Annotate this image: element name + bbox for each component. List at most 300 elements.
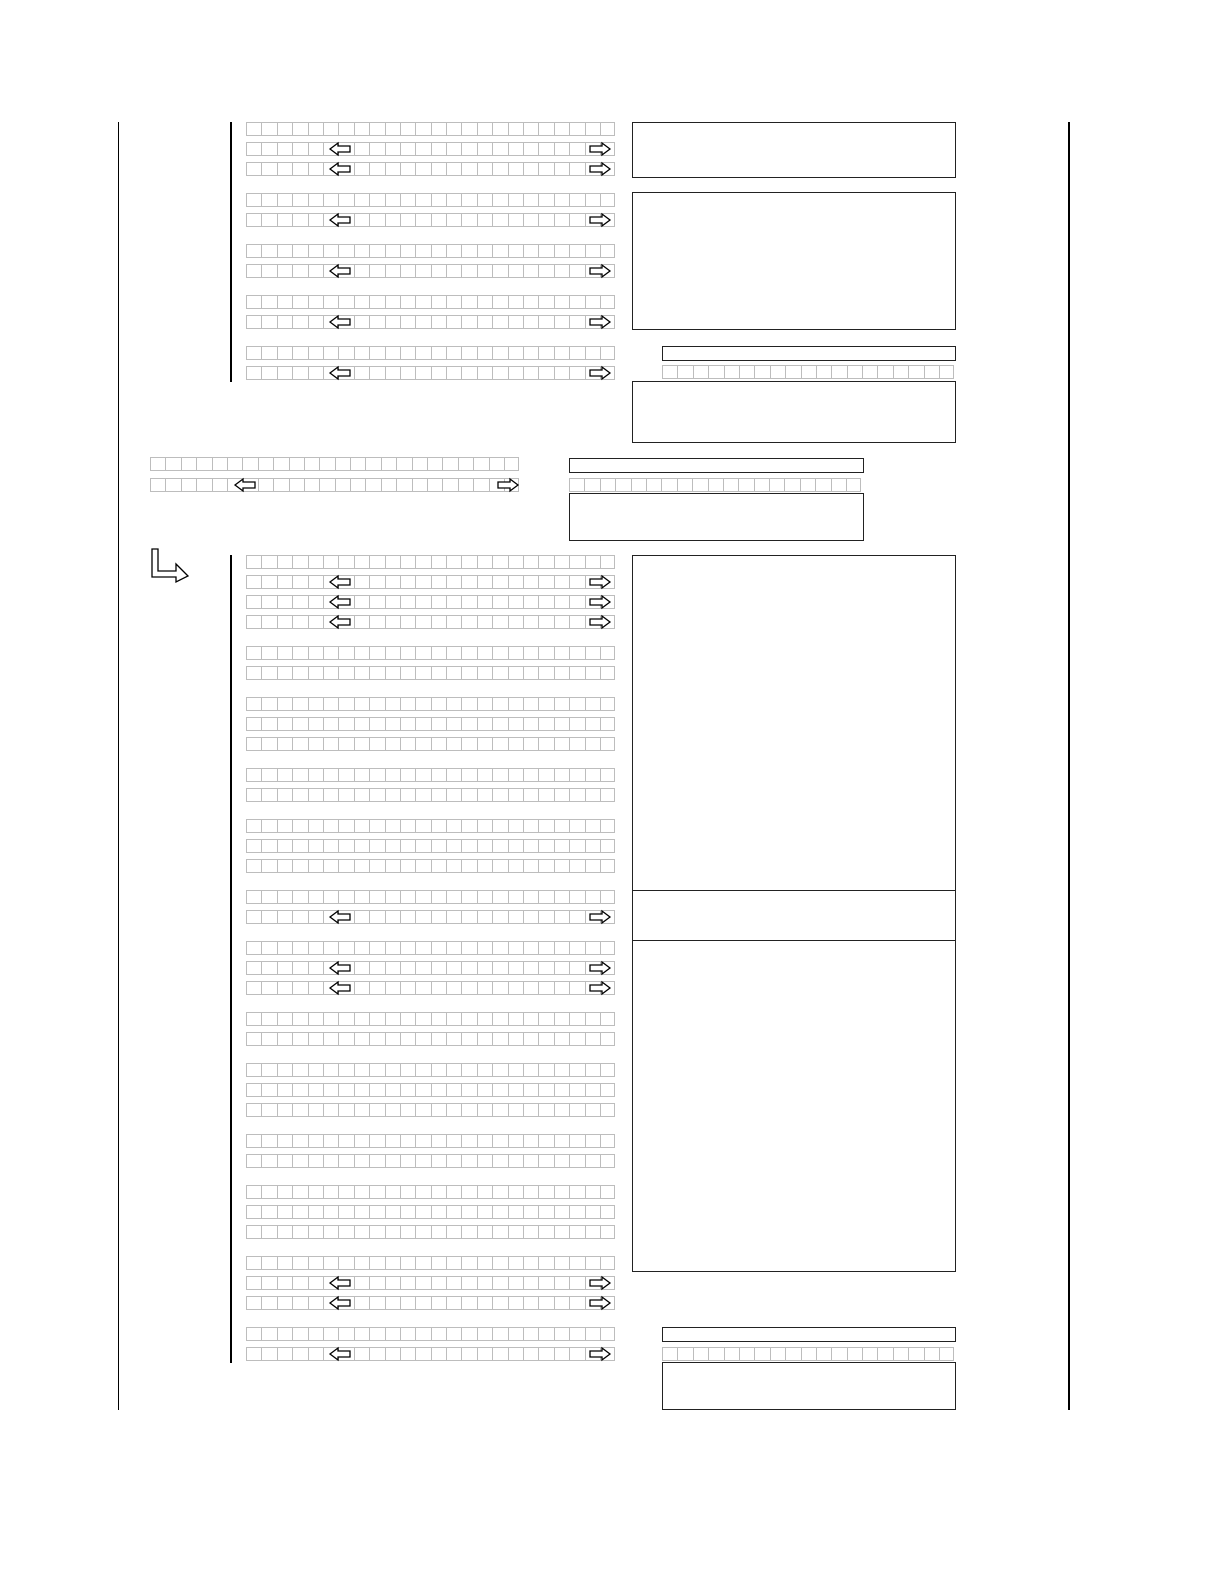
grid-cell[interactable]	[385, 366, 400, 380]
grid-cell[interactable]	[412, 457, 427, 471]
grid-cell[interactable]	[461, 1083, 476, 1097]
grid-cell[interactable]	[754, 1347, 769, 1361]
grid-cell[interactable]	[292, 315, 307, 329]
grid-cell[interactable]	[369, 1032, 384, 1046]
grid-cell[interactable]	[354, 346, 369, 360]
grid-cell[interactable]	[354, 1134, 369, 1148]
grid-cell[interactable]	[585, 1032, 600, 1046]
grid-cell[interactable]	[477, 1276, 492, 1290]
grid-cell[interactable]	[369, 1347, 384, 1361]
grid-cell[interactable]	[369, 819, 384, 833]
grid-cell[interactable]	[277, 1063, 292, 1077]
grid-cell[interactable]	[446, 1185, 461, 1199]
grid-cell[interactable]	[523, 890, 538, 904]
grid-cell[interactable]	[538, 142, 553, 156]
grid-cell[interactable]	[754, 478, 769, 492]
grid-cell[interactable]	[523, 555, 538, 569]
grid-cell[interactable]	[569, 1205, 584, 1219]
entry-row[interactable]	[246, 788, 615, 802]
grid-cell[interactable]	[354, 295, 369, 309]
grid-cell[interactable]	[431, 595, 446, 609]
grid-cell[interactable]	[446, 366, 461, 380]
grid-cell[interactable]	[261, 910, 276, 924]
grid-cell[interactable]	[323, 1327, 338, 1341]
entry-row[interactable]	[246, 859, 615, 873]
grid-cell[interactable]	[538, 555, 553, 569]
grid-cell[interactable]	[415, 961, 430, 975]
grid-cell[interactable]	[246, 697, 261, 711]
grid-cell[interactable]	[308, 244, 323, 258]
grid-cell[interactable]	[308, 315, 323, 329]
grid-cell[interactable]	[258, 478, 273, 492]
grid-cell[interactable]	[523, 1012, 538, 1026]
grid-cell[interactable]	[354, 1225, 369, 1239]
grid-cell[interactable]	[677, 365, 692, 379]
grid-cell[interactable]	[385, 264, 400, 278]
grid-cell[interactable]	[492, 768, 507, 782]
grid-cell[interactable]	[461, 646, 476, 660]
grid-cell[interactable]	[354, 768, 369, 782]
grid-cell[interactable]	[538, 859, 553, 873]
grid-cell[interactable]	[492, 555, 507, 569]
grid-cell[interactable]	[724, 365, 739, 379]
grid-cell[interactable]	[585, 555, 600, 569]
grid-cell[interactable]	[277, 1296, 292, 1310]
grid-cell[interactable]	[554, 981, 569, 995]
grid-cell[interactable]	[354, 213, 369, 227]
grid-cell[interactable]	[446, 717, 461, 731]
grid-cell[interactable]	[477, 1012, 492, 1026]
grid-cell[interactable]	[354, 788, 369, 802]
grid-cell[interactable]	[415, 1256, 430, 1270]
grid-cell[interactable]	[492, 839, 507, 853]
entry-row[interactable]	[246, 890, 615, 904]
grid-cell[interactable]	[338, 819, 353, 833]
grid-cell[interactable]	[246, 1063, 261, 1077]
grid-cell[interactable]	[785, 365, 800, 379]
grid-cell[interactable]	[538, 768, 553, 782]
grid-cell[interactable]	[400, 788, 415, 802]
grid-cell[interactable]	[246, 615, 261, 629]
grid-cell[interactable]	[415, 1276, 430, 1290]
grid-cell[interactable]	[277, 697, 292, 711]
grid-cell[interactable]	[508, 961, 523, 975]
grid-cell[interactable]	[261, 575, 276, 589]
grid-cell[interactable]	[538, 1012, 553, 1026]
entry-row[interactable]	[246, 697, 615, 711]
grid-cell[interactable]	[523, 1103, 538, 1117]
grid-cell[interactable]	[554, 555, 569, 569]
grid-cell[interactable]	[308, 595, 323, 609]
grid-cell[interactable]	[415, 1103, 430, 1117]
grid-cell[interactable]	[492, 910, 507, 924]
grid-cell[interactable]	[939, 1347, 954, 1361]
grid-cell[interactable]	[754, 365, 769, 379]
grid-cell[interactable]	[523, 295, 538, 309]
grid-cell[interactable]	[369, 1296, 384, 1310]
grid-cell[interactable]	[292, 646, 307, 660]
grid-cell[interactable]	[523, 244, 538, 258]
grid-cell[interactable]	[415, 697, 430, 711]
grid-cell[interactable]	[554, 819, 569, 833]
grid-cell[interactable]	[308, 1012, 323, 1026]
grid-cell[interactable]	[246, 595, 261, 609]
grid-cell[interactable]	[369, 961, 384, 975]
grid-cell[interactable]	[261, 737, 276, 751]
grid-cell[interactable]	[504, 457, 519, 471]
grid-cell[interactable]	[554, 1327, 569, 1341]
grid-cell[interactable]	[600, 1205, 615, 1219]
grid-cell[interactable]	[400, 1063, 415, 1077]
grid-cell[interactable]	[246, 1276, 261, 1290]
grid-cell[interactable]	[292, 1032, 307, 1046]
grid-cell[interactable]	[354, 839, 369, 853]
grid-cell[interactable]	[523, 737, 538, 751]
grid-cell[interactable]	[461, 1205, 476, 1219]
grid-cell[interactable]	[246, 890, 261, 904]
grid-cell[interactable]	[508, 981, 523, 995]
grid-cell[interactable]	[261, 697, 276, 711]
grid-cell[interactable]	[477, 1296, 492, 1310]
grid-cell[interactable]	[277, 890, 292, 904]
grid-cell[interactable]	[538, 1032, 553, 1046]
grid-cell[interactable]	[523, 162, 538, 176]
grid-cell[interactable]	[277, 910, 292, 924]
grid-cell[interactable]	[431, 555, 446, 569]
grid-cell[interactable]	[261, 890, 276, 904]
grid-cell[interactable]	[554, 1103, 569, 1117]
grid-cell[interactable]	[308, 1103, 323, 1117]
grid-cell[interactable]	[261, 1103, 276, 1117]
entry-row[interactable]	[246, 646, 615, 660]
grid-cell[interactable]	[554, 737, 569, 751]
grid-cell[interactable]	[508, 768, 523, 782]
grid-cell[interactable]	[400, 941, 415, 955]
grid-cell[interactable]	[585, 1134, 600, 1148]
grid-cell[interactable]	[461, 910, 476, 924]
comment-box-6[interactable]	[662, 1362, 956, 1410]
grid-cell[interactable]	[585, 1256, 600, 1270]
grid-cell[interactable]	[369, 768, 384, 782]
grid-cell[interactable]	[261, 981, 276, 995]
grid-cell[interactable]	[369, 1205, 384, 1219]
grid-cell[interactable]	[385, 142, 400, 156]
grid-cell[interactable]	[458, 457, 473, 471]
grid-cell[interactable]	[308, 666, 323, 680]
grid-cell[interactable]	[415, 615, 430, 629]
grid-cell[interactable]	[415, 244, 430, 258]
grid-cell[interactable]	[458, 478, 473, 492]
grid-cell[interactable]	[477, 1347, 492, 1361]
grid-cell[interactable]	[569, 1185, 584, 1199]
grid-cell[interactable]	[908, 365, 923, 379]
grid-cell[interactable]	[277, 839, 292, 853]
grid-cell[interactable]	[538, 1225, 553, 1239]
grid-cell[interactable]	[585, 768, 600, 782]
grid-cell[interactable]	[354, 697, 369, 711]
grid-cell[interactable]	[492, 981, 507, 995]
grid-cell[interactable]	[893, 1347, 908, 1361]
grid-cell[interactable]	[600, 859, 615, 873]
grid-cell[interactable]	[538, 295, 553, 309]
grid-cell[interactable]	[261, 595, 276, 609]
grid-cell[interactable]	[492, 1012, 507, 1026]
grid-cell[interactable]	[415, 910, 430, 924]
grid-cell[interactable]	[477, 1154, 492, 1168]
grid-cell[interactable]	[385, 1327, 400, 1341]
grid-cell[interactable]	[369, 575, 384, 589]
grid-cell[interactable]	[600, 941, 615, 955]
grid-cell[interactable]	[277, 1083, 292, 1097]
grid-cell[interactable]	[538, 961, 553, 975]
grid-cell[interactable]	[338, 1327, 353, 1341]
grid-cell[interactable]	[277, 142, 292, 156]
grid-cell[interactable]	[246, 366, 261, 380]
grid-cell[interactable]	[554, 1134, 569, 1148]
grid-cell[interactable]	[461, 244, 476, 258]
grid-cell[interactable]	[431, 122, 446, 136]
grid-cell[interactable]	[354, 1154, 369, 1168]
grid-cell[interactable]	[261, 1205, 276, 1219]
grid-cell[interactable]	[477, 666, 492, 680]
grid-cell[interactable]	[431, 1134, 446, 1148]
grid-cell[interactable]	[446, 666, 461, 680]
grid-cell[interactable]	[569, 575, 584, 589]
grid-cell[interactable]	[400, 890, 415, 904]
grid-cell[interactable]	[369, 717, 384, 731]
grid-cell[interactable]	[477, 1032, 492, 1046]
grid-cell[interactable]	[431, 666, 446, 680]
grid-cell[interactable]	[196, 478, 211, 492]
grid-cell[interactable]	[523, 1063, 538, 1077]
entry-row[interactable]	[246, 1185, 615, 1199]
grid-cell[interactable]	[461, 122, 476, 136]
grid-cell[interactable]	[446, 1032, 461, 1046]
grid-cell[interactable]	[446, 122, 461, 136]
grid-cell[interactable]	[261, 788, 276, 802]
grid-cell[interactable]	[461, 366, 476, 380]
grid-cell[interactable]	[538, 1347, 553, 1361]
grid-cell[interactable]	[427, 478, 442, 492]
grid-cell[interactable]	[415, 1134, 430, 1148]
grid-cell[interactable]	[277, 315, 292, 329]
grid-cell[interactable]	[292, 1063, 307, 1077]
grid-cell[interactable]	[415, 142, 430, 156]
grid-cell[interactable]	[508, 1154, 523, 1168]
grid-cell[interactable]	[292, 1276, 307, 1290]
grid-cell[interactable]	[489, 457, 504, 471]
grid-cell[interactable]	[477, 295, 492, 309]
grid-cell[interactable]	[723, 478, 738, 492]
grid-cell[interactable]	[338, 346, 353, 360]
grid-cell[interactable]	[523, 859, 538, 873]
grid-cell[interactable]	[354, 162, 369, 176]
entry-row[interactable]	[246, 264, 615, 278]
grid-cell[interactable]	[246, 555, 261, 569]
grid-cell[interactable]	[369, 1256, 384, 1270]
grid-cell[interactable]	[600, 555, 615, 569]
grid-cell[interactable]	[415, 1327, 430, 1341]
grid-cell[interactable]	[662, 365, 677, 379]
grid-cell[interactable]	[261, 213, 276, 227]
grid-cell[interactable]	[461, 890, 476, 904]
grid-cell[interactable]	[261, 1185, 276, 1199]
grid-cell[interactable]	[477, 193, 492, 207]
grid-cell[interactable]	[569, 1327, 584, 1341]
grid-cell[interactable]	[246, 981, 261, 995]
grid-cell[interactable]	[350, 478, 365, 492]
grid-cell[interactable]	[246, 717, 261, 731]
grid-cell[interactable]	[431, 961, 446, 975]
grid-cell[interactable]	[308, 142, 323, 156]
grid-cell[interactable]	[585, 941, 600, 955]
grid-cell[interactable]	[246, 961, 261, 975]
grid-cell[interactable]	[292, 366, 307, 380]
grid-cell[interactable]	[477, 595, 492, 609]
grid-cell[interactable]	[538, 575, 553, 589]
grid-cell[interactable]	[308, 295, 323, 309]
entry-row[interactable]	[246, 315, 615, 329]
grid-cell[interactable]	[600, 717, 615, 731]
grid-cell[interactable]	[323, 1032, 338, 1046]
grid-cell[interactable]	[569, 839, 584, 853]
grid-cell[interactable]	[446, 162, 461, 176]
grid-cell[interactable]	[338, 1225, 353, 1239]
grid-cell[interactable]	[165, 457, 180, 471]
grid-cell[interactable]	[477, 788, 492, 802]
grid-cell[interactable]	[354, 910, 369, 924]
grid-cell[interactable]	[492, 1256, 507, 1270]
grid-cell[interactable]	[385, 1063, 400, 1077]
grid-cell[interactable]	[277, 1032, 292, 1046]
grid-cell[interactable]	[477, 981, 492, 995]
grid-cell[interactable]	[385, 717, 400, 731]
grid-cell[interactable]	[508, 697, 523, 711]
grid-cell[interactable]	[385, 788, 400, 802]
grid-cell[interactable]	[277, 1327, 292, 1341]
grid-cell[interactable]	[369, 315, 384, 329]
grid-cell[interactable]	[446, 1225, 461, 1239]
grid-cell[interactable]	[396, 457, 411, 471]
grid-cell[interactable]	[261, 1296, 276, 1310]
grid-cell[interactable]	[585, 859, 600, 873]
grid-cell[interactable]	[400, 1347, 415, 1361]
grid-cell[interactable]	[385, 737, 400, 751]
grid-cell[interactable]	[554, 244, 569, 258]
grid-cell[interactable]	[446, 346, 461, 360]
grid-cell[interactable]	[569, 295, 584, 309]
grid-cell[interactable]	[292, 1327, 307, 1341]
grid-cell[interactable]	[600, 1154, 615, 1168]
grid-cell[interactable]	[538, 1296, 553, 1310]
grid-cell[interactable]	[196, 457, 211, 471]
grid-cell[interactable]	[585, 1012, 600, 1026]
grid-cell[interactable]	[554, 1012, 569, 1026]
grid-cell[interactable]	[554, 346, 569, 360]
grid-cell[interactable]	[461, 981, 476, 995]
entry-row[interactable]	[246, 366, 615, 380]
grid-cell[interactable]	[554, 859, 569, 873]
grid-cell[interactable]	[273, 478, 288, 492]
grid-cell[interactable]	[400, 555, 415, 569]
grid-cell[interactable]	[523, 961, 538, 975]
grid-cell[interactable]	[385, 1225, 400, 1239]
grid-cell[interactable]	[724, 1347, 739, 1361]
grid-cell[interactable]	[292, 244, 307, 258]
grid-cell[interactable]	[554, 295, 569, 309]
grid-cell[interactable]	[323, 717, 338, 731]
grid-cell[interactable]	[569, 910, 584, 924]
grid-cell[interactable]	[600, 646, 615, 660]
grid-cell[interactable]	[400, 1134, 415, 1148]
grid-cell[interactable]	[554, 890, 569, 904]
grid-cell[interactable]	[261, 1012, 276, 1026]
grid-cell[interactable]	[523, 1185, 538, 1199]
grid-cell[interactable]	[431, 717, 446, 731]
grid-cell[interactable]	[385, 346, 400, 360]
grid-cell[interactable]	[261, 142, 276, 156]
grid-cell[interactable]	[292, 1296, 307, 1310]
grid-cell[interactable]	[508, 244, 523, 258]
grid-cell[interactable]	[461, 788, 476, 802]
grid-cell[interactable]	[385, 1134, 400, 1148]
grid-cell[interactable]	[431, 1083, 446, 1097]
grid-cell[interactable]	[385, 1083, 400, 1097]
grid-cell[interactable]	[385, 1256, 400, 1270]
grid-cell[interactable]	[461, 193, 476, 207]
grid-cell[interactable]	[461, 264, 476, 278]
grid-cell[interactable]	[492, 264, 507, 278]
grid-cell[interactable]	[508, 839, 523, 853]
grid-cell[interactable]	[877, 365, 892, 379]
entry-row[interactable]	[246, 122, 615, 136]
grid-cell[interactable]	[461, 162, 476, 176]
grid-cell[interactable]	[415, 122, 430, 136]
grid-cell[interactable]	[477, 839, 492, 853]
grid-cell[interactable]	[446, 910, 461, 924]
grid-cell[interactable]	[431, 142, 446, 156]
grid-cell[interactable]	[354, 1296, 369, 1310]
grid-cell[interactable]	[369, 615, 384, 629]
grid-cell[interactable]	[385, 193, 400, 207]
grid-cell[interactable]	[400, 737, 415, 751]
grid-cell[interactable]	[477, 615, 492, 629]
grid-cell[interactable]	[308, 193, 323, 207]
grid-cell[interactable]	[354, 717, 369, 731]
grid-cell[interactable]	[323, 890, 338, 904]
grid-cell[interactable]	[246, 346, 261, 360]
grid-cell[interactable]	[431, 1256, 446, 1270]
grid-cell[interactable]	[862, 365, 877, 379]
grid-cell[interactable]	[354, 890, 369, 904]
grid-cell[interactable]	[508, 1185, 523, 1199]
grid-cell[interactable]	[277, 1205, 292, 1219]
grid-cell[interactable]	[261, 1032, 276, 1046]
grid-cell[interactable]	[523, 910, 538, 924]
grid-cell[interactable]	[508, 890, 523, 904]
grid-cell[interactable]	[400, 1083, 415, 1097]
entry-row[interactable]	[246, 615, 615, 629]
grid-cell[interactable]	[784, 478, 799, 492]
grid-cell[interactable]	[461, 1063, 476, 1077]
grid-cell[interactable]	[338, 1103, 353, 1117]
grid-cell[interactable]	[816, 1347, 831, 1361]
entry-row[interactable]	[246, 575, 615, 589]
grid-cell[interactable]	[431, 213, 446, 227]
grid-cell[interactable]	[585, 697, 600, 711]
grid-cell[interactable]	[369, 1063, 384, 1077]
grid-cell[interactable]	[554, 697, 569, 711]
